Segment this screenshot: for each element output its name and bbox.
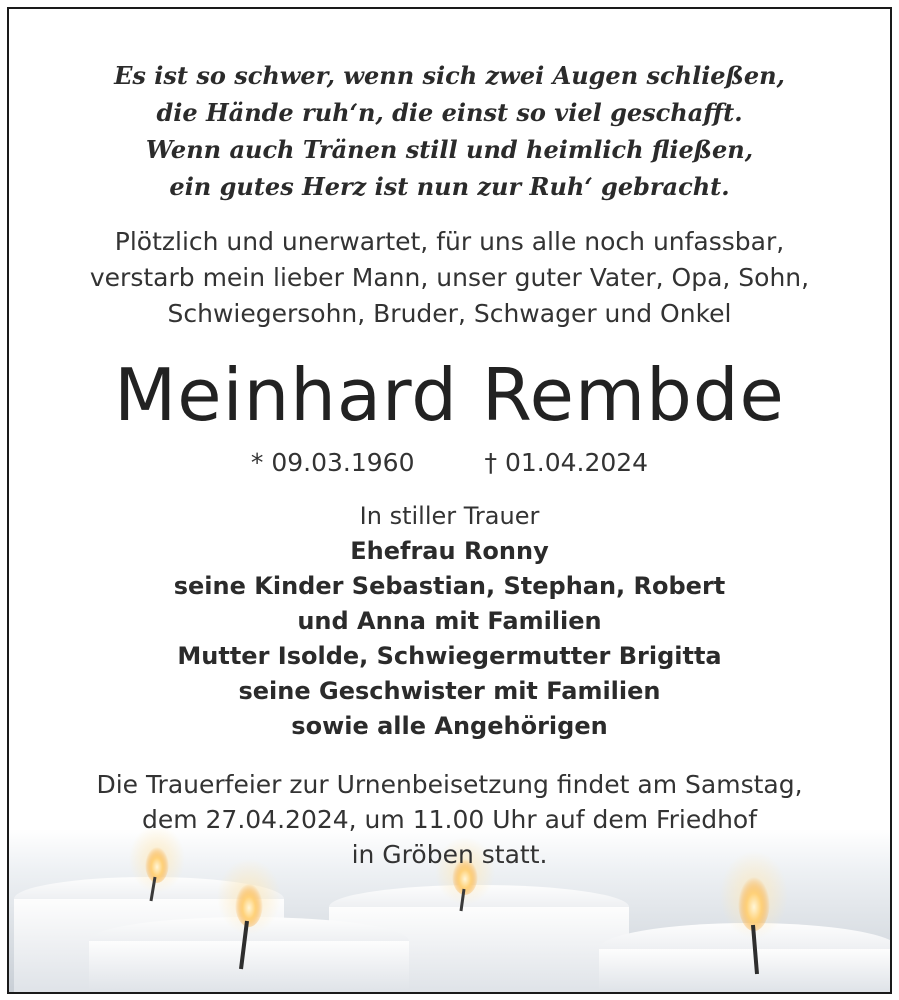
birth-date: * 09.03.1960	[250, 448, 415, 477]
poem-line: ein gutes Herz ist nun zur Ruh‘ gebracht.	[169, 172, 730, 201]
poem-line: Wenn auch Tränen still und heimlich fließen,	[145, 135, 754, 164]
mourner-line: Ehefrau Ronny	[350, 537, 549, 565]
flame-3	[235, 879, 263, 927]
mourner-line: seine Kinder Sebastian, Stephan, Robert	[173, 572, 726, 600]
intro-line: Plötzlich und unerwartet, für uns alle noch unfassbar,	[114, 227, 785, 256]
funeral-info	[9, 767, 890, 872]
poem-line: die Hände ruh‘n, die einst so viel geschafft.	[156, 98, 743, 127]
intro-text	[9, 224, 890, 332]
deceased-name: Meinhard Rembde	[114, 353, 785, 437]
mourner-line: sowie alle Angehörigen	[291, 712, 608, 740]
mourners-block	[9, 499, 890, 744]
mourner-line: und Anna mit Familien	[297, 607, 602, 635]
poem	[9, 57, 890, 205]
funeral-line: dem 27.04.2024, um 11.00 Uhr auf dem Friedhof	[141, 805, 758, 834]
death-date: † 01.04.2024	[484, 448, 649, 477]
funeral-line: Die Trauerfeier zur Urnenbeisetzung findet am Samstag,	[96, 770, 803, 799]
intro-line: Schwiegersohn, Bruder, Schwager und Onkel	[167, 299, 732, 328]
obituary-frame	[7, 7, 892, 994]
intro-line: verstarb mein lieber Mann, unser guter Vater, Opa, Sohn,	[89, 263, 810, 292]
mourner-line: Mutter Isolde, Schwiegermutter Brigitta	[177, 642, 722, 670]
poem-line: Es ist so schwer, wenn sich zwei Augen schließen,	[114, 61, 785, 90]
life-dates	[9, 445, 890, 481]
flame-4	[738, 871, 770, 931]
mourner-line: seine Geschwister mit Familien	[238, 677, 661, 705]
funeral-line: in Gröben statt.	[351, 840, 548, 869]
mourning-label: In stiller Trauer	[359, 502, 540, 530]
